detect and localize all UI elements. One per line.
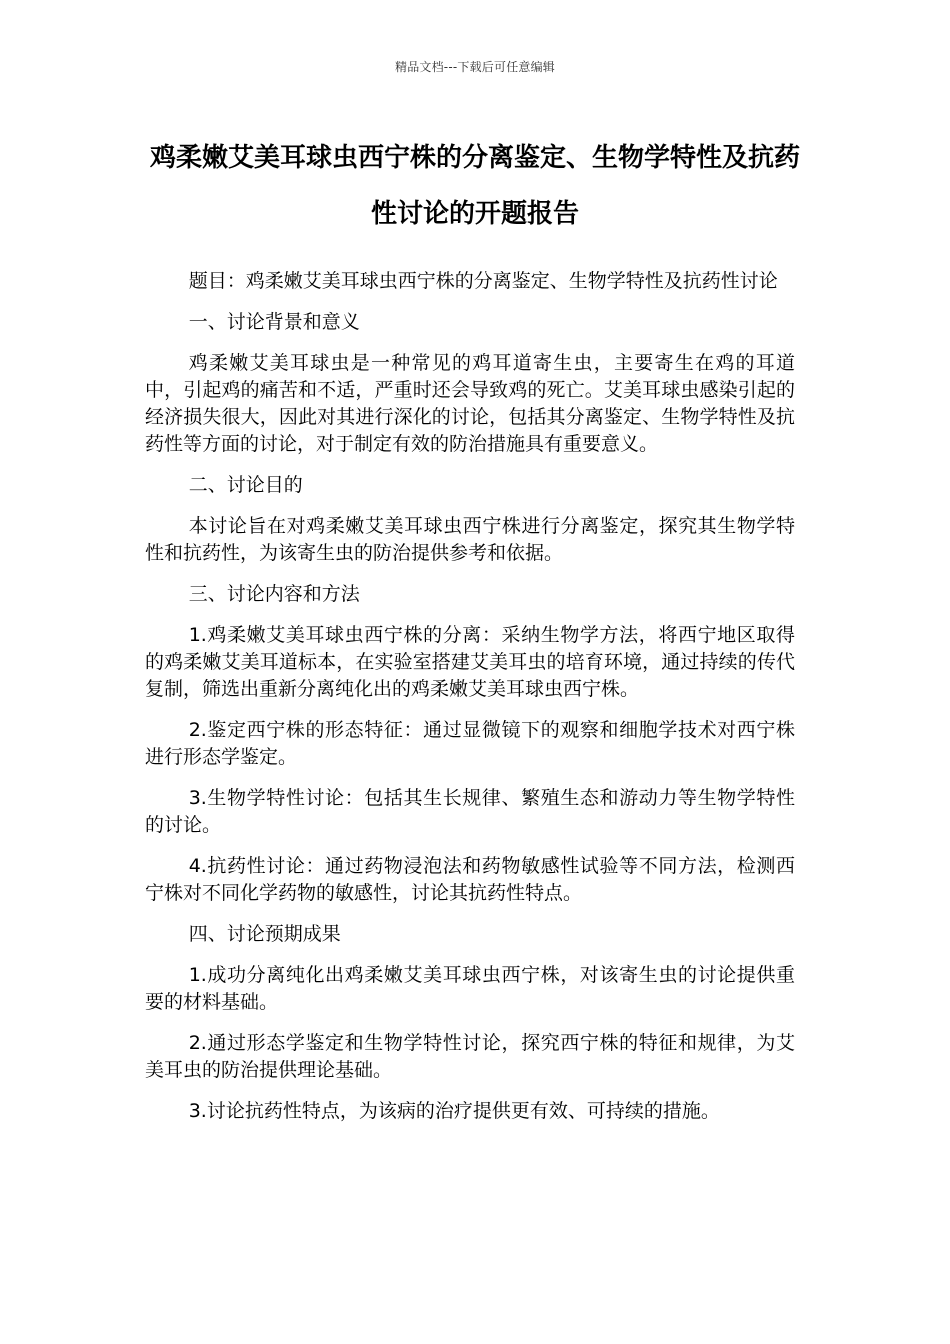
outcome-item-1: 1.成功分离纯化出鸡柔嫩艾美耳球虫西宁株，对该寄生虫的讨论提供重要的材料基础。: [145, 964, 795, 1013]
method-item-2: 2.鉴定西宁株的形态特征：通过显微镜下的观察和细胞学技术对西宁株进行形态学鉴定。: [145, 719, 795, 768]
section-heading-background: 一、讨论背景和意义: [188, 311, 360, 333]
header-note: 精品文档---下载后可任意编辑: [395, 60, 555, 74]
method-item-3: 3.生物学特性讨论：包括其生长规律、繁殖生态和游动力等生物学特性的讨论。: [145, 787, 795, 836]
section-heading-outcomes: 四、讨论预期成果: [188, 923, 341, 945]
method-item-1: 1.鸡柔嫩艾美耳球虫西宁株的分离：采纳生物学方法，将西宁地区取得的鸡柔嫩艾美耳道标本，在实验室搭建艾美耳虫的培育环境，通过持续的传代复制，筛选出重新分离纯化出的鸡柔嫩艾美耳球虫西宁株。: [145, 624, 795, 700]
document-title: 鸡柔嫩艾美耳球虫西宁株的分离鉴定、生物学特性及抗药性讨论的开题报告: [149, 143, 800, 229]
background-paragraph: 鸡柔嫩艾美耳球虫是一种常见的鸡耳道寄生虫，主要寄生在鸡的耳道中，引起鸡的痛苦和不适，严重时还会导致鸡的死亡。艾美耳球虫感染引起的经济损失很大，因此对其进行深化的讨论，包括其分离鉴定、生物学特性及抗药性等方面的讨论，对于制定有效的防治措施具有重要意义。: [145, 352, 795, 455]
outcome-item-2: 2.通过形态学鉴定和生物学特性讨论，探究西宁株的特征和规律，为艾美耳虫的防治提供理论基础。: [145, 1032, 795, 1081]
document-body: [145, 268, 795, 1139]
outcome-item-3: 3.讨论抗药性特点，为该病的治疗提供更有效、可持续的措施。: [188, 1100, 720, 1122]
topic-paragraph: 题目：鸡柔嫩艾美耳球虫西宁株的分离鉴定、生物学特性及抗药性讨论: [188, 270, 778, 292]
purpose-paragraph: 本讨论旨在对鸡柔嫩艾美耳球虫西宁株进行分离鉴定，探究其生物学特性和抗药性，为该寄生虫的防治提供参考和依据。: [145, 515, 795, 564]
section-heading-purpose: 二、讨论目的: [188, 474, 303, 496]
section-heading-methods: 三、讨论内容和方法: [188, 583, 360, 605]
method-item-4: 4.抗药性讨论：通过药物浸泡法和药物敏感性试验等不同方法，检测西宁株对不同化学药物的敏感性，讨论其抗药性特点。: [145, 855, 795, 904]
